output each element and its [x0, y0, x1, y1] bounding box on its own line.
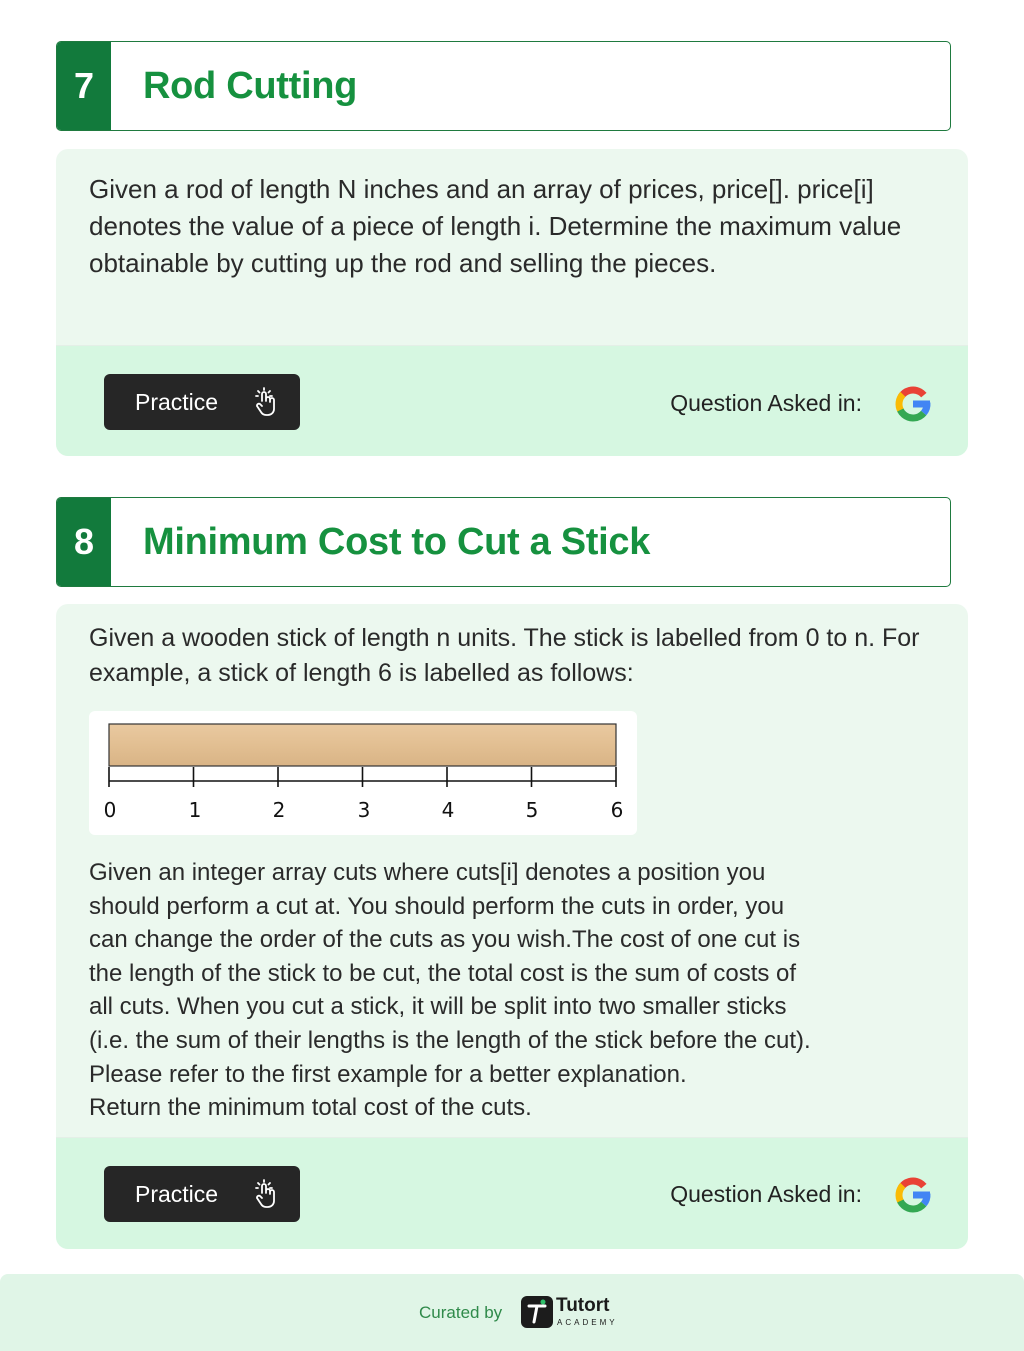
brand-subtitle: ACADEMY: [557, 1318, 618, 1327]
stick-ruler-illustration: [89, 711, 637, 835]
practice-label: Practice: [135, 1180, 219, 1207]
card-footer: [56, 1137, 968, 1249]
question-title: Rod Cutting: [143, 64, 358, 107]
description-line: all cuts. When you cut a stick, it will be split into two smaller sticks: [89, 993, 787, 1021]
practice-label: Practice: [135, 388, 219, 415]
description-line: Return the minimum total cost of the cuts.: [89, 1094, 532, 1122]
ruler-label: 2: [272, 798, 286, 822]
description-line: should perform a cut at. You should perform the cuts in order, you: [89, 892, 785, 920]
ruler-label: 5: [525, 798, 539, 822]
question-7-header: [56, 41, 951, 131]
tap-hand-icon: [254, 1179, 280, 1209]
description-line: Please refer to the first example for a better explanation.: [89, 1060, 687, 1088]
google-logo-icon: [892, 383, 934, 425]
question-7-card: [56, 149, 968, 456]
question-description: [89, 856, 944, 1125]
ruler-label: 3: [357, 798, 371, 822]
question-title: Minimum Cost to Cut a Stick: [143, 520, 651, 563]
curated-by-label: Curated by: [419, 1303, 503, 1322]
question-number: 7: [57, 42, 111, 130]
description-line: the length of the stick to be cut, the total cost is the sum of costs of: [89, 959, 797, 987]
ruler-label: 1: [188, 798, 202, 822]
description-line: Given an integer array cuts where cuts[i] denotes a position you: [89, 859, 766, 886]
description-line: can change the order of the cuts as you wish.The cost of one cut is: [89, 926, 801, 954]
question-asked-label: Question Asked in:: [670, 1181, 862, 1207]
practice-button[interactable]: [104, 1166, 300, 1222]
description-line: (i.e. the sum of their lengths is the length of the stick before the cut).: [89, 1026, 811, 1054]
stick-ruler-svg: [89, 711, 637, 835]
question-number: 8: [57, 498, 111, 586]
question-8-card: [56, 604, 968, 1249]
brand-name: Tutort: [556, 1295, 610, 1316]
question-description: Given a rod of length N inches and an array of prices, price[]. price[i] denotes the value of a piece of length i. Determine the maximum value obtainable by cutting up the rod and selling the pieces.: [89, 174, 902, 278]
card-footer: [56, 345, 968, 456]
page-footer: [0, 1274, 1024, 1351]
wooden-stick: [109, 724, 616, 766]
question-asked-label: Question Asked in:: [670, 390, 862, 416]
ruler-label: 0: [103, 798, 117, 822]
google-logo-icon: [892, 1174, 934, 1216]
ruler-label: 6: [610, 798, 624, 822]
tutort-logo-icon: [521, 1296, 553, 1328]
question-intro: Given a wooden stick of length n units. The stick is labelled from 0 to n. For example, a stick of length 6 is labelled as follows:: [89, 624, 920, 687]
ruler-label: 4: [441, 798, 455, 822]
practice-button[interactable]: [104, 374, 300, 430]
tap-hand-icon: [254, 387, 280, 417]
question-8-header: [56, 497, 951, 587]
